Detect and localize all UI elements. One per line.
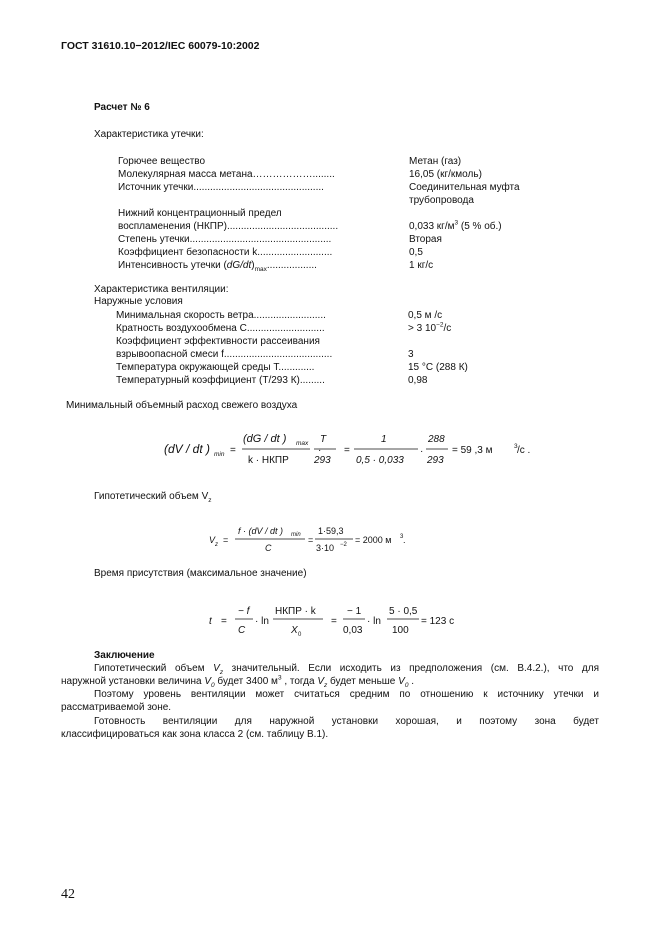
vent-label-1: Кратность воздухообмена C............................ <box>116 323 325 334</box>
leak-value-7: 0,5 <box>409 247 423 258</box>
vent-label-4: Температура окружающей среды T............. <box>116 362 315 373</box>
f1-result-tail: /с . <box>517 445 531 456</box>
f1-result: = 59 ,3 м <box>452 445 493 456</box>
leak-value-5: 0,033 $кг/м^3$ (5 % об.) <box>409 219 502 232</box>
conclusion-p2-line2: рассматриваемой зоне. <box>61 702 172 713</box>
conclusion-p1-line1: Гипотетический объем $V_z$ значительный. Если исходить из предположения (см. В.4.2.), что для <box>94 663 600 676</box>
conclusion-p2-line1: Поэтому уровень вентиляции может считаться средним по отношению к источнику утечки и <box>94 689 599 700</box>
vent-label-0: Минимальная скорость ветра.......................... <box>116 310 326 321</box>
formula2-caption: Гипотетический объем $V_z$ <box>94 491 212 504</box>
leak-title: Характеристика утечки: <box>94 129 204 140</box>
f2-eq2: = <box>308 535 314 545</box>
conclusion-p1-line2: наружной установки величина $V_0$ будет 3400 $м^3$ , тогда $V_z$ будет меньше $V_0$ . <box>61 674 415 689</box>
f1-num3: 1 <box>381 434 387 445</box>
f3-den3: 0,03 <box>343 625 363 636</box>
f2-den2: 3·10 <box>316 543 335 553</box>
f2-result: = 2000 м <box>355 535 392 545</box>
f2-den2-sup: −2 <box>340 542 347 548</box>
leak-label-6: Степень утечки................................................... <box>118 234 332 245</box>
conclusion-title: Заключение <box>94 650 155 661</box>
leak-label-8: Интенсивность утечки $(dG/dt)_{max}$.................. <box>118 260 317 273</box>
f1-num4: 288 <box>428 434 445 445</box>
f2-lhs: V <box>209 535 216 545</box>
f2-result-tail: . <box>403 535 406 545</box>
f3-den2: X <box>291 625 298 636</box>
leak-label-7: Коэффициент безопасности k........................... <box>118 247 333 258</box>
f1-lhs-sub: min <box>214 451 225 458</box>
leak-value-1: 16,05 (кг/кмоль) <box>409 169 482 180</box>
leak-label-4: Нижний концентрационный предел <box>118 208 282 219</box>
f1-lhs: (dV / dt ) <box>164 442 211 456</box>
formula2-svg <box>205 521 435 559</box>
f1-result-sup: 3 <box>514 443 518 450</box>
leak-label-5: воспламенения (НКПР)........................................ <box>118 221 339 232</box>
f2-num2: 1·59,3 <box>318 526 344 536</box>
f1-eq2: = <box>344 445 350 456</box>
vent-value-0: 0,5 м /с <box>408 310 443 321</box>
formula1-caption: Минимальный объемный расход свежего воздуха <box>66 400 298 411</box>
leak-value-6: Вторая <box>409 234 442 245</box>
leak-value-3: трубопровода <box>409 195 474 206</box>
f1-num1-sub: max <box>296 440 309 447</box>
leak-value-0: Метан (газ) <box>409 156 462 167</box>
leak-value-2: Соединительная муфта <box>409 182 520 193</box>
vent-label-2: Коэффициент эффективности рассеивания <box>116 336 320 347</box>
f3-num1: − f <box>238 606 250 617</box>
f3-den1: C <box>238 625 246 636</box>
f3-den2-sub: 0 <box>298 632 302 638</box>
f2-result-sup: 3 <box>400 534 404 540</box>
leak-label-2: Источник утечки............................................... <box>118 182 324 193</box>
f2-num1: f · (dV / dt ) <box>238 526 284 536</box>
f1-den4: 293 <box>427 455 444 466</box>
vent-title: Характеристика вентиляции: <box>94 284 229 295</box>
f3-eq1: = <box>221 616 227 627</box>
f3-num4: 5 · 0,5 <box>389 606 418 617</box>
f3-result: = 123 с <box>421 616 455 627</box>
vent-label-3: взрывоопасной смеси f....................................... <box>116 349 333 360</box>
formula3-caption: Время присутствия (максимальное значение) <box>94 568 307 579</box>
f3-ln2: · ln <box>367 616 381 627</box>
formula1-svg <box>150 426 550 472</box>
vent-label-5: Температурный коэффициент (T/293 К)......... <box>116 375 325 386</box>
f3-num3: − 1 <box>347 606 362 617</box>
f1-num2: T <box>320 434 327 445</box>
leak-value-8: 1 кг/с <box>409 260 434 271</box>
f1-den1: k · НКПР <box>248 455 289 466</box>
conclusion-p3-line2: классифицироваться как зона класса 2 (см. таблицу В.1). <box>61 729 329 740</box>
document-header: ГОСТ 31610.10−2012/IEC 60079-10:2002 <box>61 40 260 52</box>
vent-value-3: 3 <box>408 349 414 360</box>
vent-value-4: 15 °C (288 К) <box>408 362 468 373</box>
f2-num1-sub: min <box>291 532 301 538</box>
f1-den3: 0,5 · 0,033 <box>356 455 404 466</box>
f3-ln1: · ln <box>255 616 269 627</box>
f2-eq1: = <box>223 535 229 545</box>
leak-label-1: Молекулярная масса метана………………........ <box>118 169 335 180</box>
f1-dot2: · <box>420 446 424 457</box>
f2-den1: C <box>265 543 272 553</box>
f1-dot1: · <box>318 445 322 456</box>
f1-num1: (dG / dt ) <box>243 433 287 445</box>
f3-num2: НКПР · k <box>275 606 316 617</box>
f2-lhs-sub: z <box>215 542 218 548</box>
f1-eq1: = <box>230 445 236 456</box>
conclusion-p3-line1: Готовность вентиляции для наружной установки хорошая, и поэтому зона будет <box>94 716 599 727</box>
vent-subtitle: Наружные условия <box>94 296 183 307</box>
f1-den2: 293 <box>314 455 331 466</box>
vent-value-1: > 3 $10^{-2}/с$ <box>408 321 452 334</box>
f3-den4: 100 <box>392 625 409 636</box>
page-number: 42 <box>61 887 75 902</box>
vent-value-5: 0,98 <box>408 375 428 386</box>
calc-title: Расчет № 6 <box>94 102 150 113</box>
f3-eq2: = <box>331 616 337 627</box>
leak-label-0: Горючее вещество <box>118 156 206 167</box>
f3-lhs: t <box>209 616 212 627</box>
formula3-svg <box>205 601 475 643</box>
